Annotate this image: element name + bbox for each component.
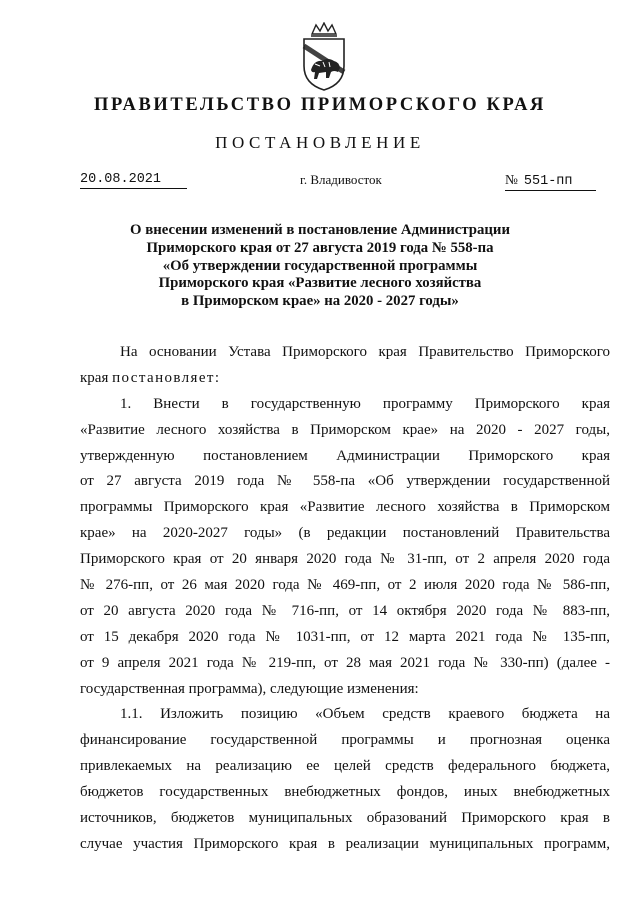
title-line: Приморского края «Развитие лесного хозяйства xyxy=(158,275,482,292)
body-word: края xyxy=(80,369,109,386)
body-line: от 20 августа 2020 года № 716-пп, от 14 октября 2020 года № 883-пп, xyxy=(80,602,610,619)
number-sign: № xyxy=(505,172,518,187)
body-line xyxy=(80,366,610,392)
title-line: в Приморском крае» на 2020 - 2027 годы» xyxy=(181,293,459,310)
body-line: государственная программа), следующие изменения: xyxy=(80,680,419,697)
document-city: г. Владивосток xyxy=(300,172,382,187)
document-body xyxy=(80,340,610,858)
body-line: Приморского края от 20 января 2020 года № 31-пп, от 2 апреля 2020 года xyxy=(80,551,610,568)
body-line: программы Приморского края «Развитие лесного хозяйства в Приморском xyxy=(80,499,610,516)
body-line: 1.1. Изложить позицию «Объем средств краевого бюджета на xyxy=(120,706,610,723)
document-type: ПОСТАНОВЛЕНИЕ xyxy=(215,133,425,152)
body-line: № 276-пп, от 26 мая 2020 года № 469-пп, от 2 июля 2020 года № 586-пп, xyxy=(80,577,610,594)
body-line: финансирование государственной программы и прогнозная оценка xyxy=(80,732,610,749)
body-line: На основании Устава Приморского края Правительство Приморского xyxy=(120,344,610,360)
body-line: крае» на 2020-2027 годы» (в редакции постановлений Правительства xyxy=(80,525,610,542)
body-line: от 15 декабря 2020 года № 1031-пп, от 12 марта 2021 года № 135-пп, xyxy=(80,628,610,645)
body-line: случае участия Приморского края в реализации муниципальных программ, xyxy=(80,835,610,852)
body-line: 1. Внести в государственную программу Приморского края xyxy=(120,395,610,412)
document-title xyxy=(0,222,640,311)
coat-of-arms-icon xyxy=(298,22,350,92)
body-line: от 9 апреля 2021 года № 219-пп, от 28 мая 2021 года № 330-пп) (далее - xyxy=(80,654,610,671)
body-line: «Развитие лесного хозяйства в Приморском крае» на 2020 - 2027 годы, xyxy=(80,421,610,438)
title-line: «Об утверждении государственной программы xyxy=(162,257,478,274)
document-date: 20.08.2021 xyxy=(80,172,187,189)
title-line: О внесении изменений в постановление Администрации xyxy=(130,222,510,238)
body-line: привлекаемых на реализацию ее целей средств федерального бюджета, xyxy=(80,758,610,775)
title-line: Приморского края от 27 августа 2019 года № 558-па xyxy=(146,239,494,256)
body-line: утвержденную постановлением Администрации Приморского края xyxy=(80,447,610,464)
number-value: 551-пп xyxy=(523,174,573,189)
body-line: от 27 августа 2019 года № 558-па «Об утверждении государственной xyxy=(80,473,610,490)
document-number xyxy=(505,172,596,191)
government-title: ПРАВИТЕЛЬСТВО ПРИМОРСКОГО КРАЯ xyxy=(93,95,546,115)
body-line: источников, бюджетов муниципальных образований Приморского края в xyxy=(80,810,610,827)
resolves-word: постановляет: xyxy=(112,369,221,386)
body-line: бюджетов государственных внебюджетных фондов, иных внебюджетных xyxy=(80,784,610,801)
